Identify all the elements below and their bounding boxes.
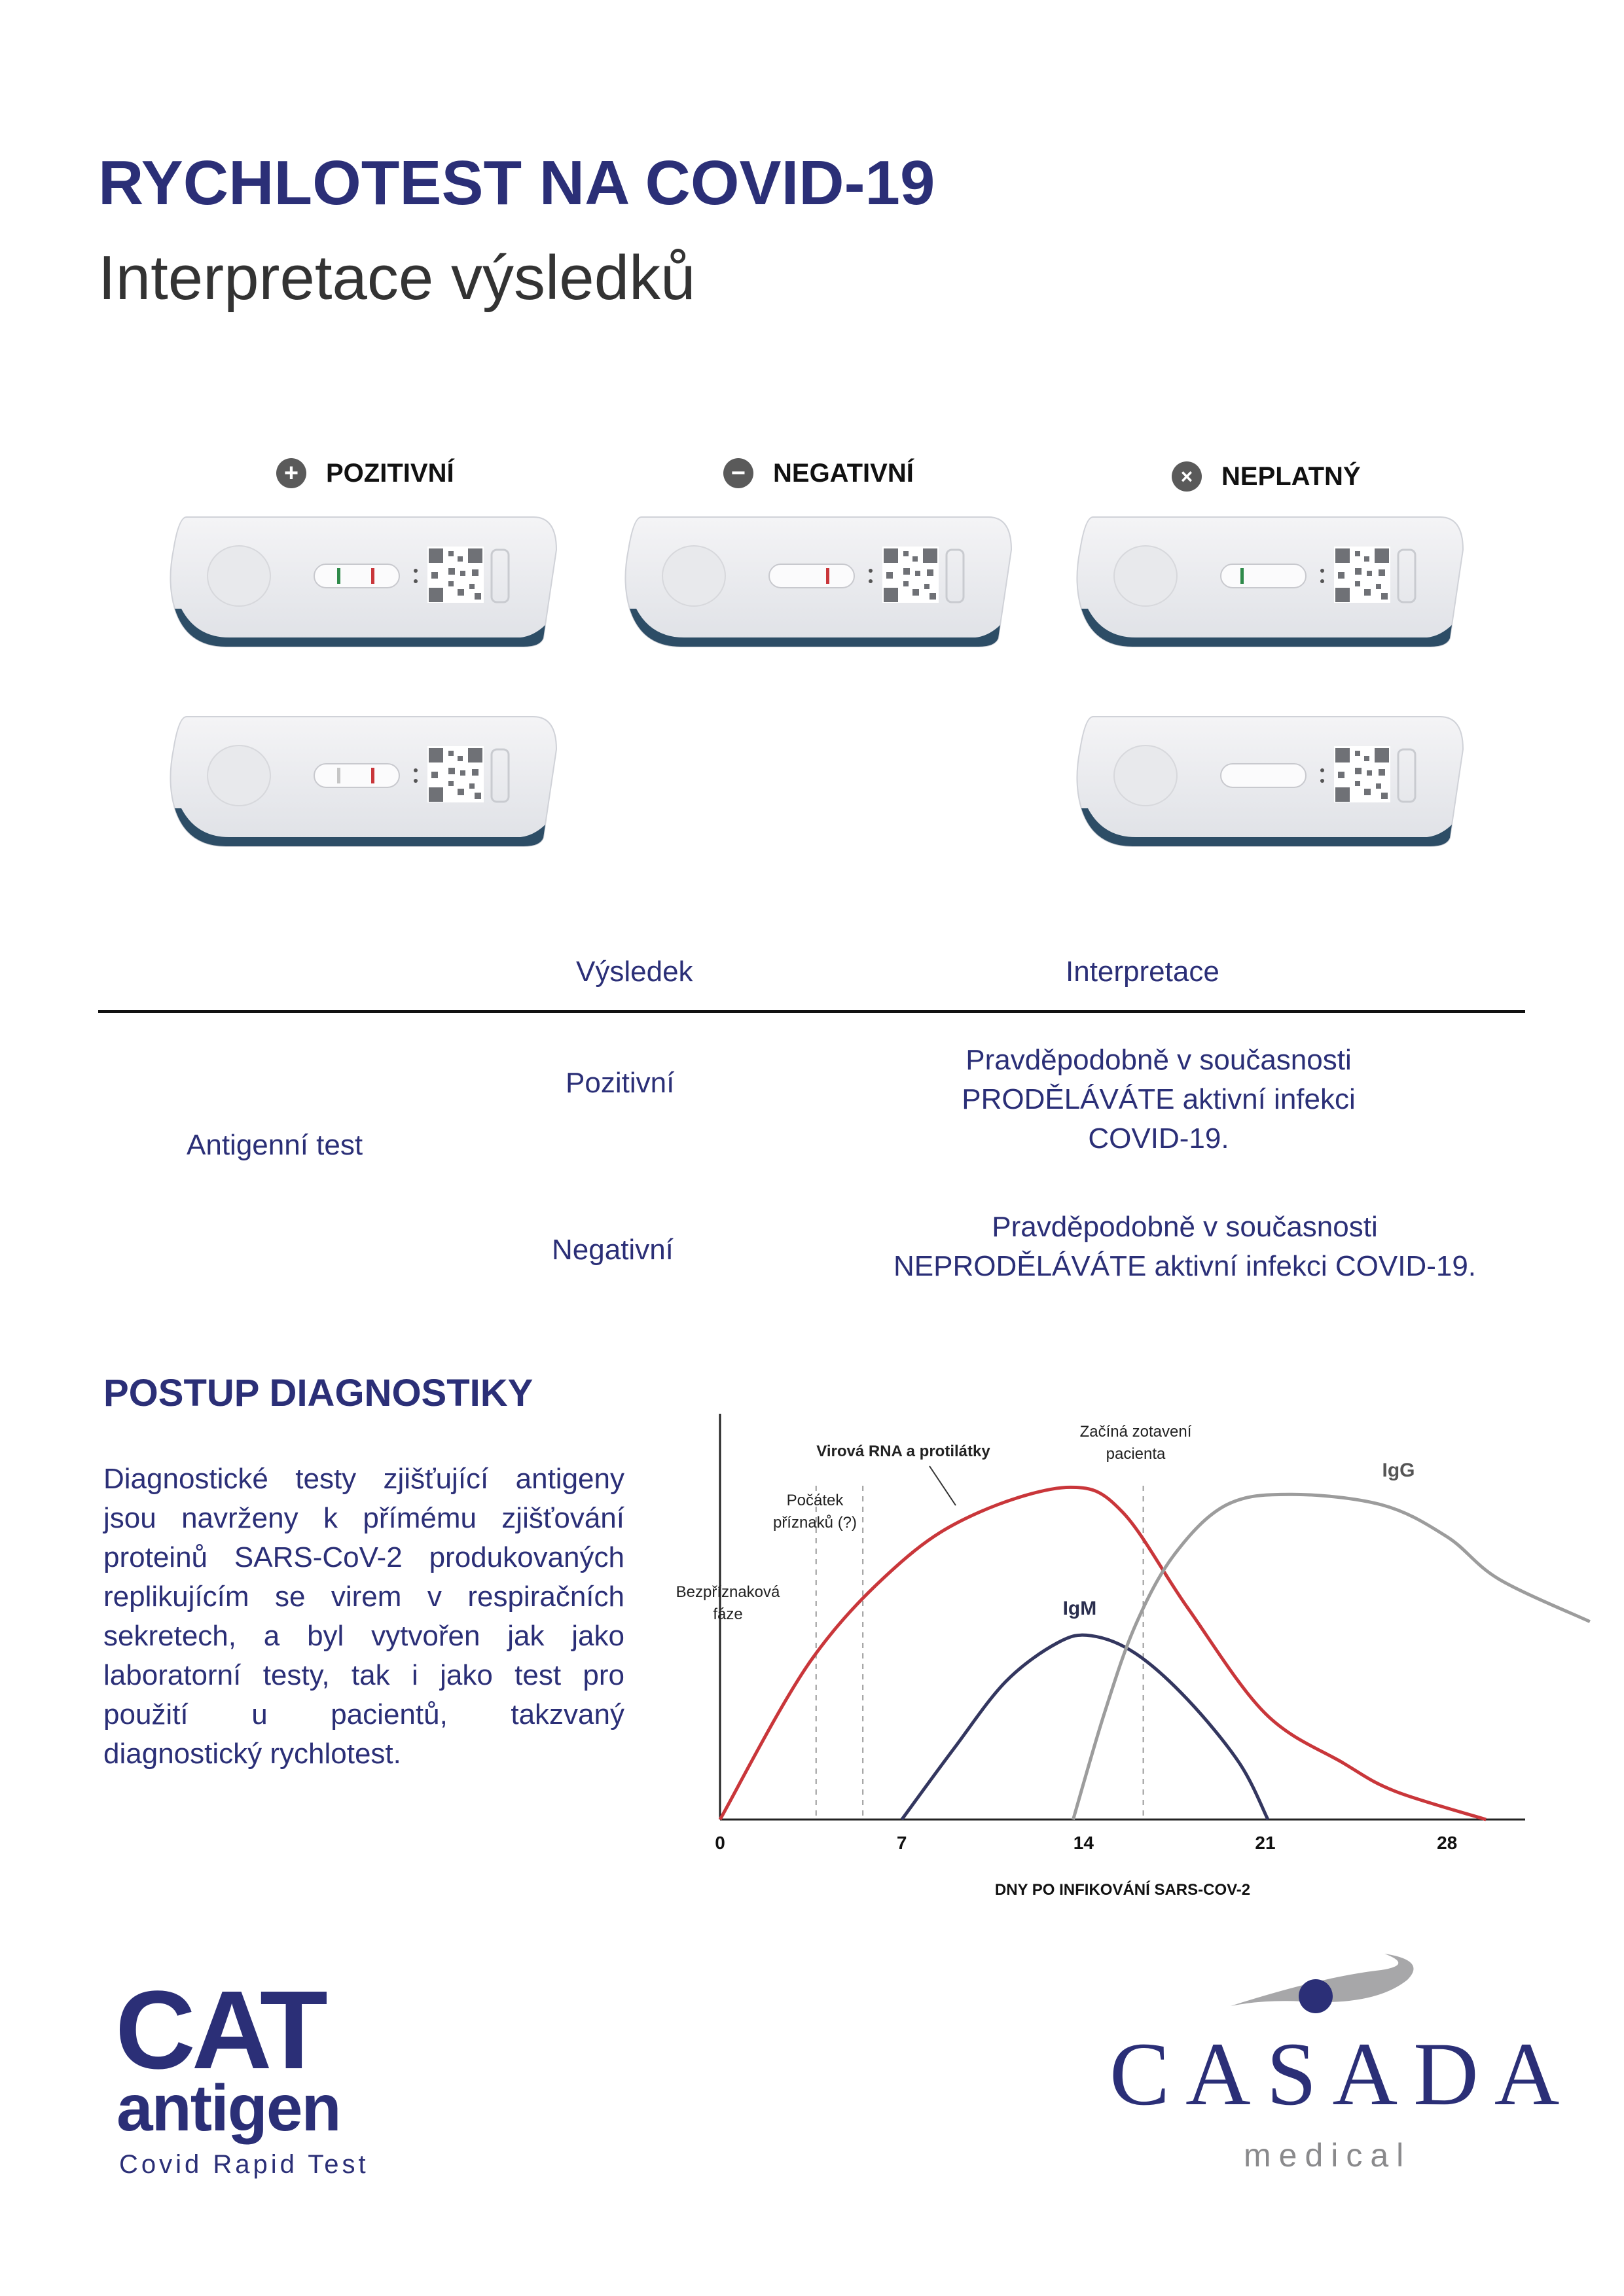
diagnostics-heading: POSTUP DIAGNOSTIKY: [103, 1372, 533, 1414]
casada-name: CASADA: [1110, 2024, 1576, 2124]
x-circle-icon: ×: [1172, 461, 1202, 492]
page-title: RYCHLOTEST NA COVID-19: [98, 148, 935, 218]
series-label-igg: IgG: [1382, 1460, 1415, 1482]
casada-medical-logo: [1106, 1950, 1576, 2186]
table-header-result: Výsledek: [576, 956, 693, 988]
series-label-igm: IgM: [1062, 1597, 1097, 1619]
row-result-positive: Pozitivní: [566, 1067, 675, 1099]
cat-logo-word: CAT: [115, 1968, 324, 2092]
x-tick-label: 21: [1255, 1833, 1276, 1853]
table-divider: [98, 1010, 1525, 1013]
x-tick-label: 0: [715, 1833, 725, 1853]
result-label-negative: NEGATIVNÍ: [773, 458, 914, 488]
x-tick-label: 28: [1437, 1833, 1458, 1853]
row-result-negative: Negativní: [552, 1234, 674, 1266]
diagnostics-paragraph: Diagnostické testy zjišťující antigeny jsou navrženy k přímému zjišťování proteinů SARS-CoV-2 produkovaných replikujícím se virem v respiračních sekretech, a byl vytvořen jak jako laboratorní testy, tak i jako test pro použití u pacientů, takzvaný diagnostický rychlotest.: [103, 1463, 624, 1770]
cat-antigen-logo: [111, 1970, 419, 2186]
x-tick-label: 7: [896, 1833, 907, 1853]
x-axis-label: DNY PO INFIKOVÁNÍ SARS-COV-2: [994, 1881, 1251, 1899]
chart-annotation: pacienta: [1106, 1445, 1166, 1463]
series-line-viral-rna: [720, 1487, 1486, 1820]
chart-guides: [816, 1466, 1144, 1820]
chart-annotation: Bezpříznaková: [676, 1583, 780, 1601]
row-interpretation-negative: Pravděpodobně v současnosti NEPRODĚLÁVÁTE aktivní infekci COVID-19.: [893, 1211, 1477, 1282]
result-label-invalid: NEPLATNÝ: [1221, 461, 1361, 491]
page-subtitle: Interpretace výsledků: [98, 243, 696, 313]
x-tick-label: 14: [1073, 1833, 1094, 1853]
series-line-igg: [1073, 1494, 1589, 1820]
antibody-chart: [676, 1388, 1538, 1899]
plus-circle-icon: +: [276, 458, 306, 488]
row-interpretation-positive: Pravděpodobně v současnosti PRODĚLÁVÁTE aktivní infekci COVID-19.: [962, 1044, 1356, 1155]
test-name: Antigenní test: [187, 1129, 363, 1161]
chart-text: [676, 1423, 1458, 1899]
result-positive: [276, 458, 454, 488]
cat-logo-tagline: Covid Rapid Test: [119, 2150, 369, 2179]
chart-annotation: Začíná zotavení: [1079, 1423, 1192, 1441]
series-line-igm: [902, 1635, 1268, 1820]
result-label-positive: POZITIVNÍ: [326, 458, 454, 488]
casada-dot: [1299, 1979, 1333, 2013]
cassette-negative: [622, 511, 1015, 648]
cassette-invalid-2: [1074, 710, 1466, 848]
chart-annotation: fáze: [713, 1605, 743, 1623]
chart-annotation: Virová RNA a protilátky: [816, 1443, 990, 1460]
annotation-pointer: [929, 1466, 956, 1505]
cat-logo-antigen: antigen: [117, 2072, 340, 2145]
table-header-interpretation: Interpretace: [1066, 956, 1219, 988]
cassette-positive-1: [167, 511, 560, 648]
chart-series: [720, 1487, 1590, 1820]
cassette-positive-2: [167, 710, 560, 848]
chart-annotation: Počátek: [786, 1492, 844, 1509]
casada-sub: medical: [1244, 2137, 1412, 2174]
result-negative: [723, 458, 914, 488]
chart-annotation: příznaků (?): [772, 1514, 857, 1532]
minus-circle-icon: −: [723, 458, 753, 488]
cassette-invalid-1: [1074, 511, 1466, 648]
result-invalid: [1172, 461, 1361, 492]
